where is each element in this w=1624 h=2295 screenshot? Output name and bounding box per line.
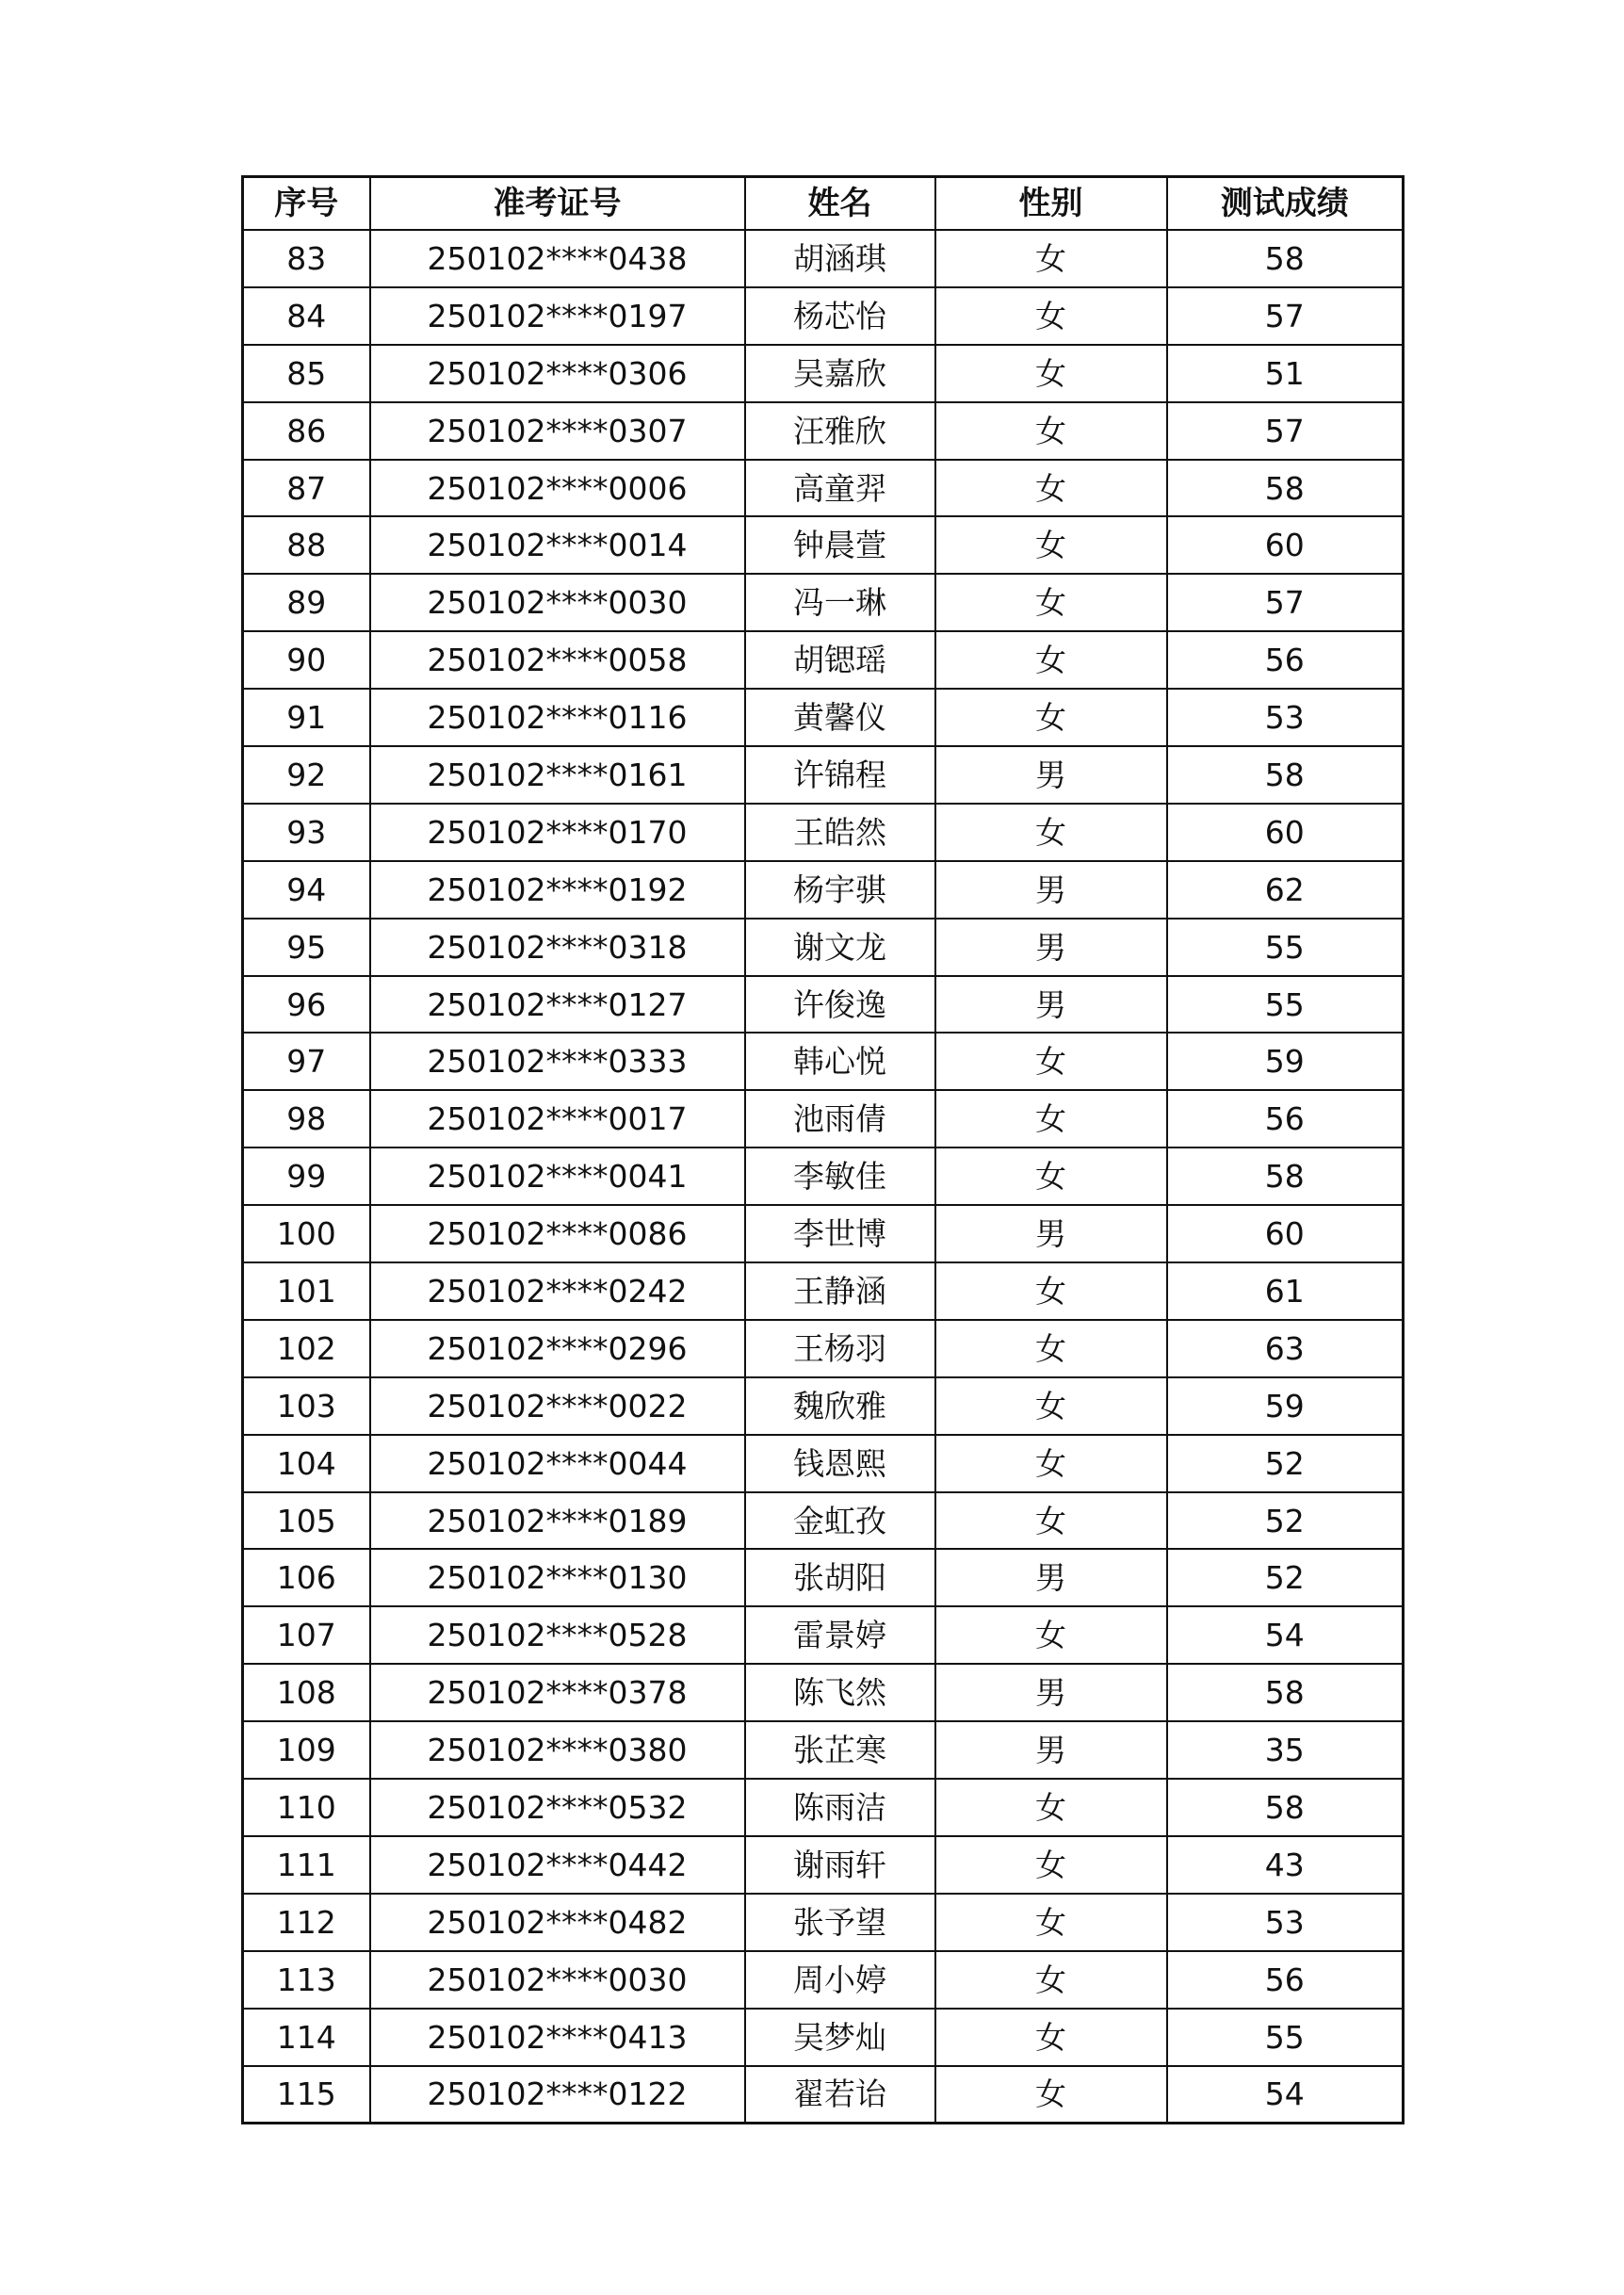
cell-name: 张予望	[745, 1894, 935, 1951]
cell-seq: 114	[243, 2009, 370, 2066]
cell-name: 王杨羽	[745, 1320, 935, 1377]
cell-seq: 100	[243, 1205, 370, 1262]
cell-gender: 女	[935, 1894, 1167, 1951]
table-row	[243, 1492, 1404, 1550]
table-row	[243, 230, 1404, 287]
cell-exam-id: 250102****0380	[370, 1721, 745, 1779]
cell-seq: 84	[243, 287, 370, 345]
cell-name: 汪雅欣	[745, 402, 935, 460]
cell-name: 王皓然	[745, 804, 935, 861]
cell-exam-id: 250102****0192	[370, 861, 745, 919]
cell-score: 53	[1167, 689, 1404, 746]
cell-gender: 女	[935, 516, 1167, 574]
cell-name: 杨宇骐	[745, 861, 935, 919]
cell-name: 金虹孜	[745, 1492, 935, 1550]
cell-exam-id: 250102****0438	[370, 230, 745, 287]
cell-score: 60	[1167, 1205, 1404, 1262]
cell-score: 63	[1167, 1320, 1404, 1377]
cell-score: 58	[1167, 1779, 1404, 1836]
table-row	[243, 1606, 1404, 1664]
cell-seq: 107	[243, 1606, 370, 1664]
cell-gender: 女	[935, 1951, 1167, 2009]
cell-exam-id: 250102****0242	[370, 1262, 745, 1320]
cell-exam-id: 250102****0122	[370, 2066, 745, 2124]
table-row	[243, 1033, 1404, 1090]
cell-score: 52	[1167, 1435, 1404, 1492]
cell-seq: 94	[243, 861, 370, 919]
cell-name: 张芷寒	[745, 1721, 935, 1779]
table-row	[243, 287, 1404, 345]
cell-name: 杨芯怡	[745, 287, 935, 345]
table-row	[243, 746, 1404, 804]
cell-name: 谢文龙	[745, 919, 935, 976]
cell-exam-id: 250102****0528	[370, 1606, 745, 1664]
cell-name: 黄馨仪	[745, 689, 935, 746]
cell-seq: 98	[243, 1090, 370, 1148]
cell-seq: 96	[243, 976, 370, 1034]
cell-name: 张胡阳	[745, 1549, 935, 1606]
table-row	[243, 1320, 1404, 1377]
table-row	[243, 2066, 1404, 2124]
cell-gender: 女	[935, 631, 1167, 689]
cell-score: 56	[1167, 1951, 1404, 2009]
cell-name: 许俊逸	[745, 976, 935, 1034]
table-row	[243, 631, 1404, 689]
cell-gender: 女	[935, 1836, 1167, 1894]
cell-seq: 109	[243, 1721, 370, 1779]
cell-score: 55	[1167, 976, 1404, 1034]
cell-score: 58	[1167, 460, 1404, 517]
cell-seq: 106	[243, 1549, 370, 1606]
cell-score: 61	[1167, 1262, 1404, 1320]
cell-gender: 女	[935, 1262, 1167, 1320]
table-row	[243, 574, 1404, 631]
cell-exam-id: 250102****0006	[370, 460, 745, 517]
cell-score: 58	[1167, 1148, 1404, 1205]
cell-gender: 女	[935, 345, 1167, 402]
cell-exam-id: 250102****0307	[370, 402, 745, 460]
cell-name: 魏欣雅	[745, 1377, 935, 1435]
score-table	[241, 175, 1405, 2124]
table-row	[243, 1779, 1404, 1836]
cell-gender: 女	[935, 689, 1167, 746]
cell-seq: 85	[243, 345, 370, 402]
header-seq: 序号	[243, 177, 370, 231]
cell-gender: 女	[935, 460, 1167, 517]
header-gender: 性别	[935, 177, 1167, 231]
cell-gender: 男	[935, 1721, 1167, 1779]
cell-seq: 105	[243, 1492, 370, 1550]
cell-exam-id: 250102****0161	[370, 746, 745, 804]
cell-exam-id: 250102****0318	[370, 919, 745, 976]
cell-score: 55	[1167, 2009, 1404, 2066]
cell-name: 许锦程	[745, 746, 935, 804]
table-row	[243, 1148, 1404, 1205]
cell-name: 冯一琳	[745, 574, 935, 631]
cell-gender: 男	[935, 919, 1167, 976]
cell-name: 吴梦灿	[745, 2009, 935, 2066]
cell-gender: 女	[935, 2009, 1167, 2066]
cell-name: 吴嘉欣	[745, 345, 935, 402]
cell-exam-id: 250102****0058	[370, 631, 745, 689]
cell-seq: 92	[243, 746, 370, 804]
cell-score: 58	[1167, 1664, 1404, 1721]
cell-name: 李世博	[745, 1205, 935, 1262]
cell-gender: 男	[935, 1549, 1167, 1606]
cell-name: 钱恩熙	[745, 1435, 935, 1492]
cell-score: 58	[1167, 746, 1404, 804]
cell-score: 57	[1167, 574, 1404, 631]
cell-exam-id: 250102****0017	[370, 1090, 745, 1148]
cell-name: 周小婷	[745, 1951, 935, 2009]
cell-seq: 104	[243, 1435, 370, 1492]
cell-seq: 88	[243, 516, 370, 574]
cell-exam-id: 250102****0014	[370, 516, 745, 574]
cell-name: 李敏佳	[745, 1148, 935, 1205]
cell-exam-id: 250102****0127	[370, 976, 745, 1034]
cell-score: 54	[1167, 1606, 1404, 1664]
cell-exam-id: 250102****0030	[370, 574, 745, 631]
cell-gender: 男	[935, 861, 1167, 919]
header-score: 测试成绩	[1167, 177, 1404, 231]
cell-gender: 女	[935, 1606, 1167, 1664]
cell-score: 56	[1167, 631, 1404, 689]
cell-score: 43	[1167, 1836, 1404, 1894]
cell-seq: 102	[243, 1320, 370, 1377]
cell-name: 王静涵	[745, 1262, 935, 1320]
cell-exam-id: 250102****0189	[370, 1492, 745, 1550]
cell-exam-id: 250102****0306	[370, 345, 745, 402]
cell-seq: 115	[243, 2066, 370, 2124]
cell-exam-id: 250102****0333	[370, 1033, 745, 1090]
cell-score: 51	[1167, 345, 1404, 402]
header-name: 姓名	[745, 177, 935, 231]
cell-name: 翟若诒	[745, 2066, 935, 2124]
cell-seq: 99	[243, 1148, 370, 1205]
cell-exam-id: 250102****0532	[370, 1779, 745, 1836]
cell-exam-id: 250102****0022	[370, 1377, 745, 1435]
cell-score: 54	[1167, 2066, 1404, 2124]
cell-gender: 女	[935, 230, 1167, 287]
cell-gender: 男	[935, 976, 1167, 1034]
cell-seq: 95	[243, 919, 370, 976]
cell-seq: 97	[243, 1033, 370, 1090]
cell-seq: 91	[243, 689, 370, 746]
cell-exam-id: 250102****0296	[370, 1320, 745, 1377]
table-row	[243, 861, 1404, 919]
table-row	[243, 1664, 1404, 1721]
table-row	[243, 1435, 1404, 1492]
cell-seq: 86	[243, 402, 370, 460]
cell-seq: 101	[243, 1262, 370, 1320]
table-row	[243, 919, 1404, 976]
cell-gender: 女	[935, 1492, 1167, 1550]
cell-gender: 女	[935, 574, 1167, 631]
cell-gender: 女	[935, 2066, 1167, 2124]
cell-score: 59	[1167, 1377, 1404, 1435]
cell-name: 胡锶瑶	[745, 631, 935, 689]
table-row	[243, 345, 1404, 402]
cell-score: 58	[1167, 230, 1404, 287]
table-row	[243, 1377, 1404, 1435]
cell-name: 谢雨轩	[745, 1836, 935, 1894]
header-exam-id: 准考证号	[370, 177, 745, 231]
cell-gender: 女	[935, 287, 1167, 345]
cell-name: 钟晨萱	[745, 516, 935, 574]
cell-score: 62	[1167, 861, 1404, 919]
cell-gender: 女	[935, 804, 1167, 861]
cell-score: 57	[1167, 287, 1404, 345]
cell-exam-id: 250102****0116	[370, 689, 745, 746]
cell-exam-id: 250102****0041	[370, 1148, 745, 1205]
table-row	[243, 460, 1404, 517]
cell-score: 59	[1167, 1033, 1404, 1090]
cell-name: 高童羿	[745, 460, 935, 517]
table-row	[243, 976, 1404, 1034]
cell-seq: 89	[243, 574, 370, 631]
cell-exam-id: 250102****0197	[370, 287, 745, 345]
cell-seq: 103	[243, 1377, 370, 1435]
cell-gender: 女	[935, 1148, 1167, 1205]
cell-gender: 女	[935, 402, 1167, 460]
cell-gender: 女	[935, 1090, 1167, 1148]
cell-exam-id: 250102****0044	[370, 1435, 745, 1492]
cell-seq: 87	[243, 460, 370, 517]
cell-exam-id: 250102****0030	[370, 1951, 745, 2009]
cell-score: 52	[1167, 1549, 1404, 1606]
cell-score: 55	[1167, 919, 1404, 976]
cell-gender: 男	[935, 746, 1167, 804]
table-row	[243, 1951, 1404, 2009]
table-row	[243, 402, 1404, 460]
cell-seq: 110	[243, 1779, 370, 1836]
cell-name: 雷景婷	[745, 1606, 935, 1664]
table-row	[243, 1836, 1404, 1894]
cell-gender: 女	[935, 1320, 1167, 1377]
table-row	[243, 1090, 1404, 1148]
cell-seq: 108	[243, 1664, 370, 1721]
cell-exam-id: 250102****0378	[370, 1664, 745, 1721]
cell-exam-id: 250102****0170	[370, 804, 745, 861]
cell-score: 60	[1167, 804, 1404, 861]
cell-gender: 女	[935, 1435, 1167, 1492]
cell-score: 52	[1167, 1492, 1404, 1550]
cell-seq: 111	[243, 1836, 370, 1894]
table-row	[243, 1205, 1404, 1262]
cell-seq: 112	[243, 1894, 370, 1951]
cell-exam-id: 250102****0413	[370, 2009, 745, 2066]
cell-exam-id: 250102****0442	[370, 1836, 745, 1894]
cell-exam-id: 250102****0086	[370, 1205, 745, 1262]
cell-gender: 女	[935, 1377, 1167, 1435]
cell-name: 池雨倩	[745, 1090, 935, 1148]
cell-gender: 男	[935, 1664, 1167, 1721]
cell-name: 胡涵琪	[745, 230, 935, 287]
table-body	[243, 230, 1404, 2124]
cell-gender: 女	[935, 1033, 1167, 1090]
cell-name: 陈雨洁	[745, 1779, 935, 1836]
cell-exam-id: 250102****0130	[370, 1549, 745, 1606]
cell-seq: 90	[243, 631, 370, 689]
table-header-row	[243, 177, 1404, 231]
cell-name: 陈飞然	[745, 1664, 935, 1721]
cell-seq: 83	[243, 230, 370, 287]
table-row	[243, 2009, 1404, 2066]
cell-score: 56	[1167, 1090, 1404, 1148]
table-row	[243, 1894, 1404, 1951]
table-row	[243, 516, 1404, 574]
cell-score: 53	[1167, 1894, 1404, 1951]
cell-seq: 113	[243, 1951, 370, 2009]
cell-score: 57	[1167, 402, 1404, 460]
table-row	[243, 804, 1404, 861]
cell-name: 韩心悦	[745, 1033, 935, 1090]
cell-score: 35	[1167, 1721, 1404, 1779]
cell-gender: 男	[935, 1205, 1167, 1262]
cell-score: 60	[1167, 516, 1404, 574]
cell-seq: 93	[243, 804, 370, 861]
table-row	[243, 689, 1404, 746]
table-row	[243, 1721, 1404, 1779]
cell-gender: 女	[935, 1779, 1167, 1836]
table-row	[243, 1262, 1404, 1320]
cell-exam-id: 250102****0482	[370, 1894, 745, 1951]
table-row	[243, 1549, 1404, 1606]
